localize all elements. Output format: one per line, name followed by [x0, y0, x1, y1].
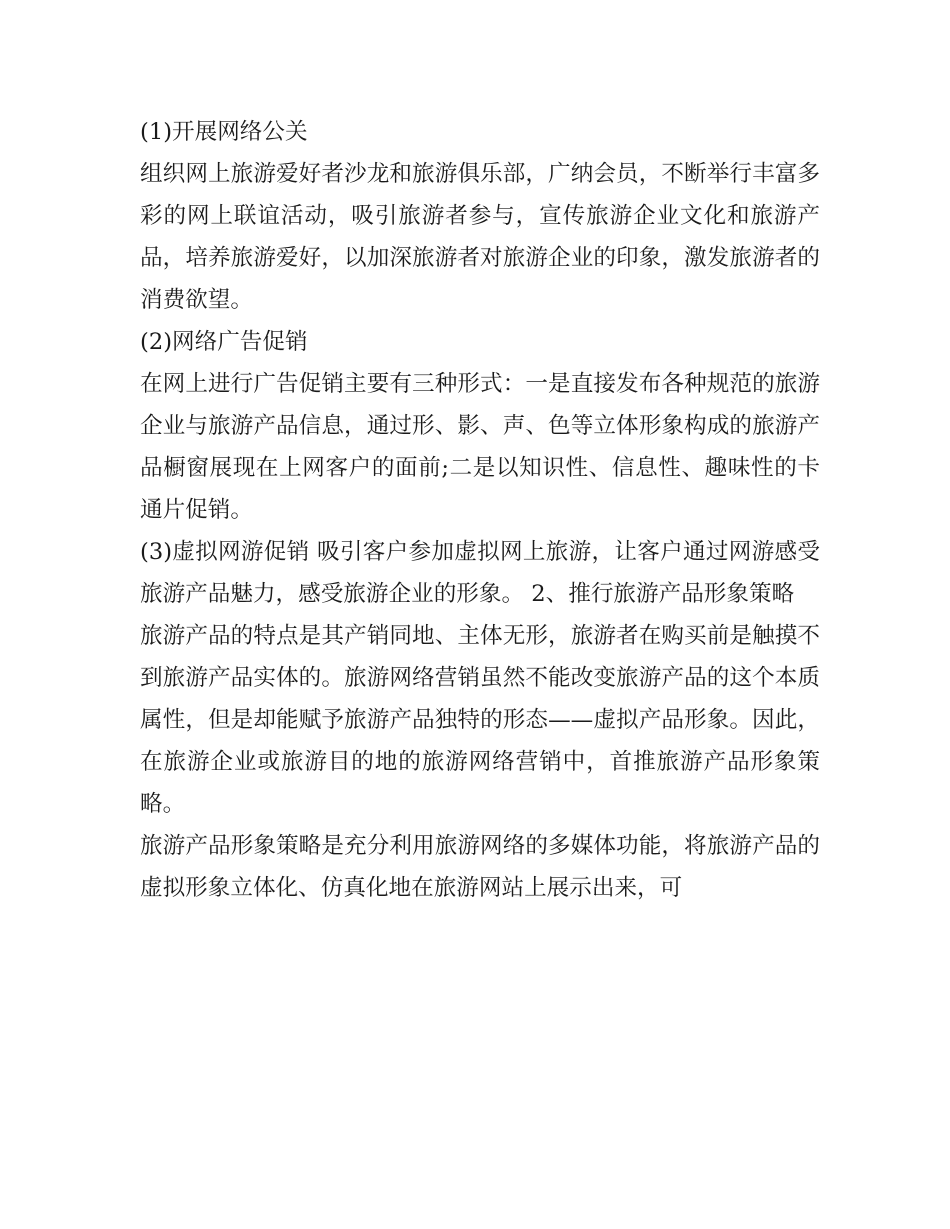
section-heading-network-pr: (1)开展网络公关	[140, 119, 308, 145]
paragraph-network-pr: 组织网上旅游爱好者沙龙和旅游俱乐部，广纳会员，不断举行丰富多彩的网上联谊活动，吸引旅游者参与，宣传旅游企业文化和旅游产品，培养旅游爱好，以加深旅游者对旅游企业的印象，激发旅游者的消费欲望。	[140, 161, 820, 313]
paragraph-ad-promotion: 在网上进行广告促销主要有三种形式：一是直接发布各种规范的旅游企业与旅游产品信息，通过形、影、声、色等立体形象构成的旅游产品橱窗展现在上网客户的面前;二是以知识性、信息性、趣味性的卡通片促销。	[140, 371, 820, 523]
paragraph-product-features: 旅游产品的特点是其产销同地、主体无形，旅游者在购买前是触摸不到旅游产品实体的。旅游网络营销虽然不能改变旅游产品的这个本质属性，但是却能赋予旅游产品独特的形态——虚拟产品形象。因此，在旅游企业或旅游目的地的旅游网络营销中，首推旅游产品形象策略。	[140, 623, 820, 817]
document-page	[140, 111, 820, 909]
paragraph-image-strategy: 旅游产品形象策略是充分利用旅游网络的多媒体功能，将旅游产品的虚拟形象立体化、仿真化地在旅游网站上展示出来，可	[140, 833, 820, 901]
paragraph-virtual-tour: (3)虚拟网游促销 吸引客户参加虚拟网上旅游，让客户通过网游感受旅游产品魅力，感受旅游企业的形象。 2、推行旅游产品形象策略	[140, 539, 820, 607]
section-heading-ad-promotion: (2)网络广告促销	[140, 329, 308, 355]
